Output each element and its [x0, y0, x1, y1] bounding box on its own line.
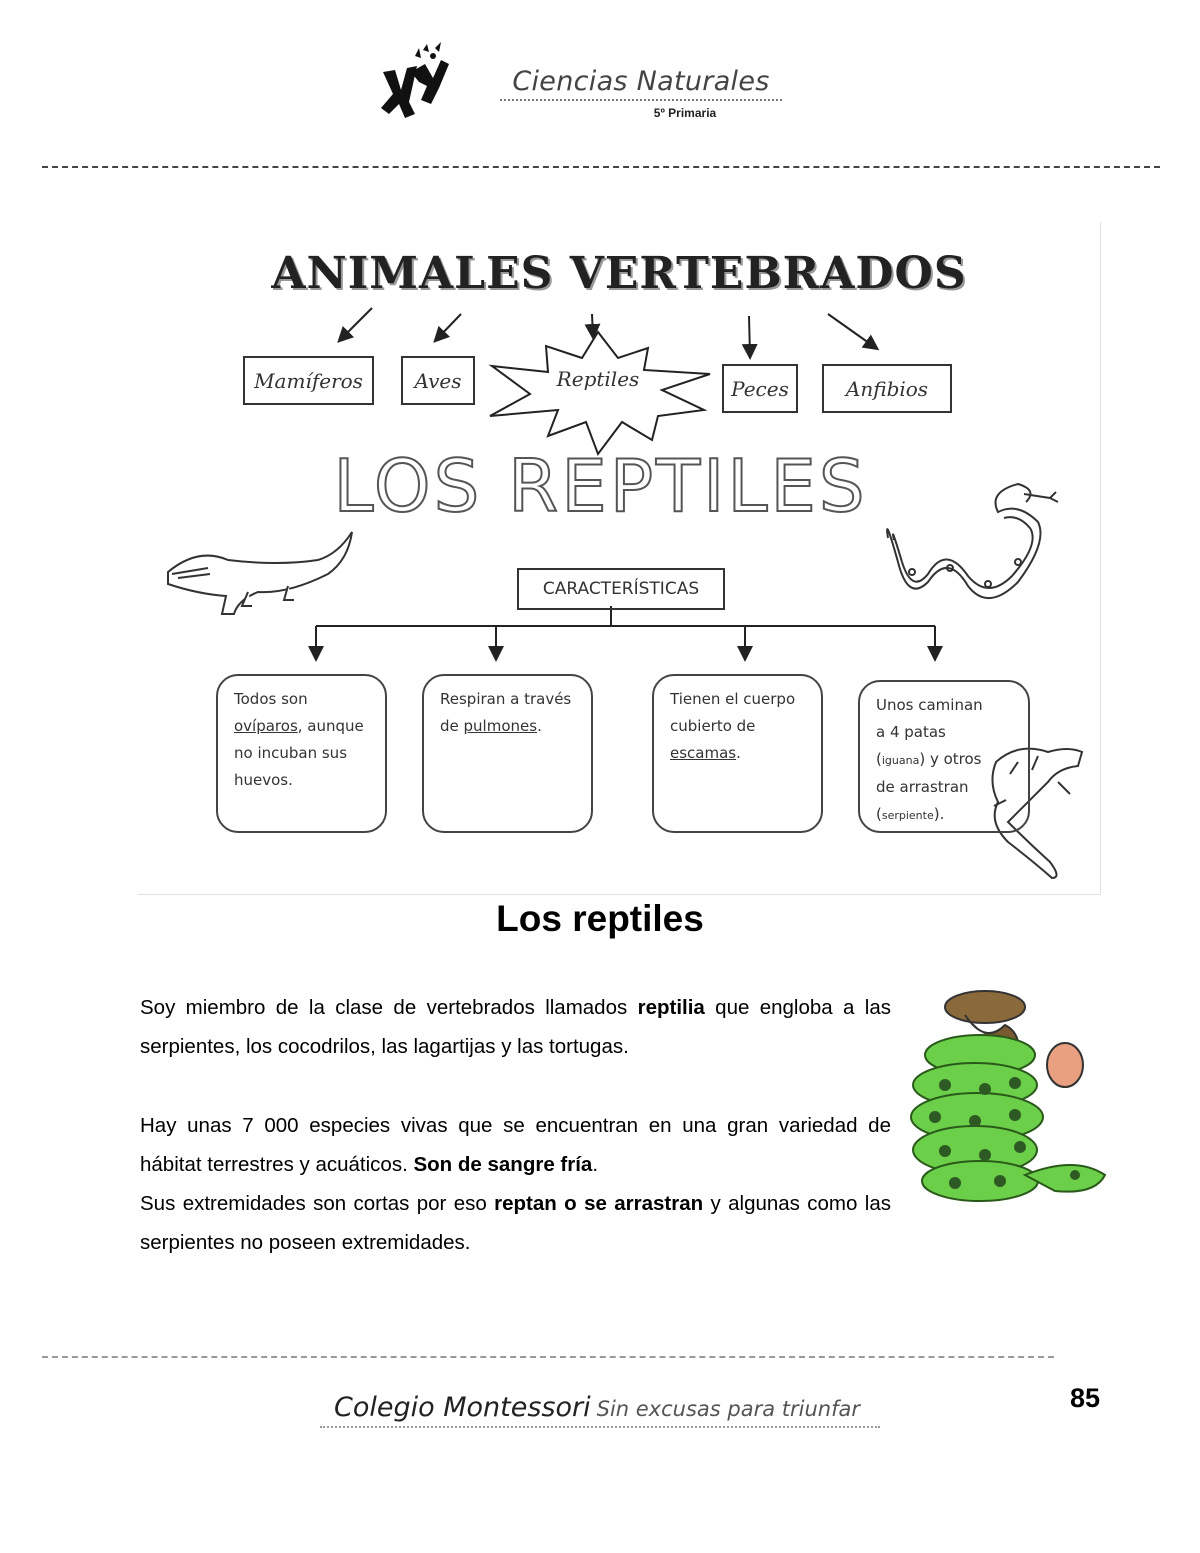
box4-text-c: ). — [933, 805, 945, 823]
p2-bold-sangre-fria: Son de sangre fría — [413, 1153, 593, 1176]
section-title: Los reptiles — [496, 898, 704, 939]
p3-bold-se-arrastran: se arrastran — [584, 1192, 704, 1215]
box4-example-serpiente: serpiente — [881, 809, 934, 822]
school-logo — [375, 42, 455, 124]
characteristic-box-4 — [858, 680, 1030, 833]
box3-text-b: . — [736, 744, 741, 762]
footer-school-line — [320, 1392, 880, 1428]
class-box-peces: Peces — [722, 364, 798, 413]
p1-text-b: que engloba a las serpientes, los cocodrilos, las lagartijas y las tortugas. — [140, 996, 891, 1058]
cartoon-snake-illustration — [905, 985, 1115, 1207]
box3-text-a: Tienen el cuerpo cubierto de — [670, 690, 796, 735]
p2-text-a: Hay unas 7 000 especies vivas que se encuentran en una gran variedad de hábitat terrestres y acuáticos. — [140, 1114, 891, 1176]
box1-keyword: ovíparos — [234, 717, 298, 735]
characteristic-box-2 — [422, 674, 593, 833]
p2-text-b: . — [592, 1153, 599, 1176]
grade-label: 5º Primaria — [653, 106, 717, 120]
class-box-aves: Aves — [401, 356, 475, 405]
map-title: ANIMALES VERTEBRADOS — [271, 248, 967, 299]
box2-text-b: . — [537, 717, 542, 735]
p3-bold-o: o — [556, 1192, 585, 1215]
box4-example-iguana: iguana — [881, 754, 920, 767]
subject-title: Ciencias Naturales — [500, 66, 782, 101]
paragraph-1 — [140, 988, 891, 1066]
crocodile-illustration — [168, 532, 352, 614]
reptiles-star-shape — [490, 332, 710, 454]
p3-bold-reptan: reptan — [494, 1192, 557, 1215]
class-box-mamiferos: Mamíferos — [243, 356, 374, 405]
box1-text-b: , aunque no incuban sus huevos. — [234, 717, 364, 789]
box4-text-b: ) y otros de arrastran ( — [876, 750, 982, 823]
p3-text-a: Sus extremidades son cortas por eso — [140, 1192, 495, 1215]
p1-bold-reptilia: reptilia — [637, 996, 705, 1019]
school-name: Colegio Montessori — [334, 1392, 591, 1423]
box2-keyword: pulmones — [463, 717, 538, 735]
page-number: 85 — [1069, 1383, 1100, 1413]
concept-map — [138, 222, 1101, 895]
box3-keyword: escamas — [670, 744, 737, 762]
p1-text-a: Soy miembro de la clase de vertebrados llamados — [140, 996, 638, 1019]
class-label-reptiles: Reptiles — [556, 367, 640, 391]
characteristics-box: CARACTERÍSTICAS — [517, 568, 725, 610]
header-divider — [42, 166, 1160, 168]
characteristic-box-3 — [652, 674, 823, 833]
box4-text-a: Unos caminan a 4 patas ( — [876, 696, 983, 768]
footer-divider — [42, 1356, 1054, 1358]
class-box-anfibios: Anfibios — [822, 364, 952, 413]
school-motto: Sin excusas para triunfar — [596, 1397, 860, 1421]
box1-text-a: Todos son — [234, 690, 308, 708]
box2-text-a: Respiran a través de — [440, 690, 572, 735]
p3-text-b: y algunas como las serpientes no poseen extremidades. — [140, 1192, 891, 1254]
paragraph-2 — [140, 1106, 891, 1262]
characteristic-box-1 — [216, 674, 387, 833]
los-reptiles-heading: LOS REPTILES — [333, 444, 868, 528]
